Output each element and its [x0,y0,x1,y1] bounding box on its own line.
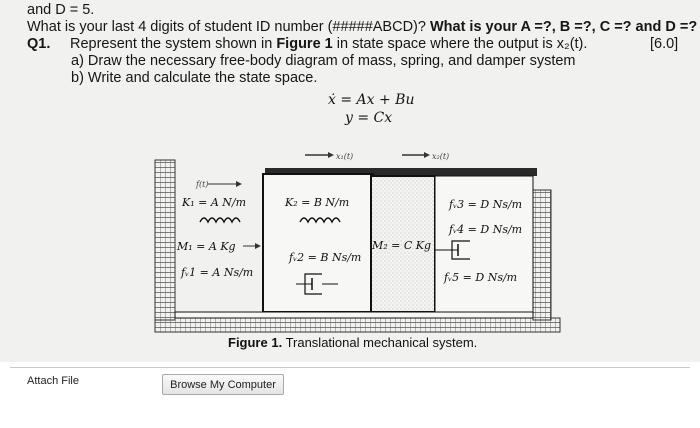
right-wall-hatch [533,190,551,320]
fv1-label: fᵥ1 = A Ns/m [181,266,254,279]
x2-arrowhead [424,152,430,158]
question-number: Q1. [27,36,51,52]
m2-label: M₂ = C Kg [372,239,432,252]
k1-label: K₁ = A N/m [182,196,247,209]
ground-hatch [155,318,560,332]
part-a: a) Draw the necessary free-body diagram of mass, spring, and damper system [71,53,576,69]
divider [10,367,690,368]
question-marks: [6.0] [650,36,679,52]
spring-k1 [200,218,240,222]
m1-label: M₁ = A Kg [177,240,236,253]
base-strip [175,312,533,318]
figure-caption-bold: Figure 1. [228,335,283,350]
mass-m1-block [263,174,373,312]
x1-arrowhead [328,152,334,158]
part-b: b) Write and calculate the state space. [71,70,318,86]
fv2-label: fᵥ2 = B Ns/m [289,251,362,264]
right-region [435,176,533,312]
x2-label: x₂(t) [432,152,450,161]
question-figure-ref: Figure 1 [276,36,333,52]
fv5-label: fᵥ5 = D Ns/m [444,271,518,284]
m1-arrowhead [255,243,261,249]
force-label: f(t) [196,180,209,189]
k2-label: K₂ = B N/m [285,196,350,209]
figure-caption [228,335,477,350]
question-text-c: in state space where the output is x₂(t). [332,36,588,52]
question-text-a: Represent the system shown in [70,36,277,52]
output-equation: y = Cx [345,110,393,126]
text-line-top: and D = 5. [27,2,95,18]
state-equation: ẋ = Ax + Bu [328,92,415,108]
instruction-text: What is your last 4 digits of student ID number (#####ABCD)? [27,19,426,35]
browse-computer-button[interactable]: Browse My Computer [162,374,284,395]
force-arrowhead [236,181,242,187]
fv4-label: fᵥ4 = D Ns/m [449,223,523,236]
instruction-bold: What is your A =?, B =?, C =? and D =? [425,19,698,35]
x1-label: x₁(t) [336,152,354,161]
attach-file-label: Attach File [27,375,79,387]
fv3-label: fᵥ3 = D Ns/m [449,198,523,211]
figure-caption-text: Translational mechanical system. [282,335,478,350]
left-wall-hatch [155,160,175,320]
